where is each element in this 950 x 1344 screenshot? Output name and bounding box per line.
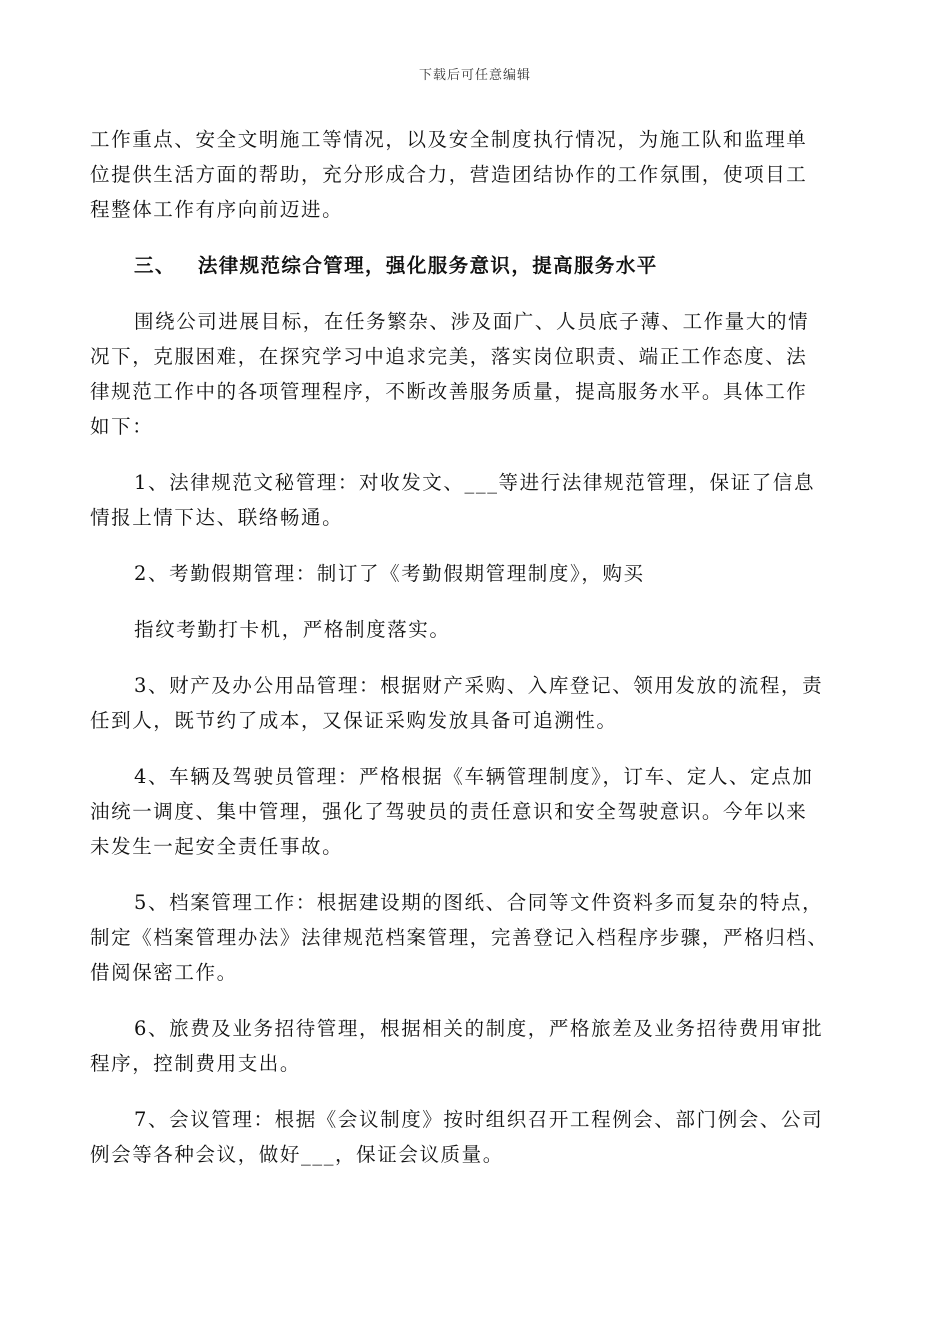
list-item-6	[90, 1011, 862, 1081]
list-item-7	[90, 1102, 862, 1172]
list-item-5	[90, 885, 862, 990]
paragraph-line: 位提供生活方面的帮助，充分形成合力，营造团结协作的工作氛围，使项目工	[90, 163, 808, 186]
section-heading-3	[90, 248, 862, 283]
list-item-2	[90, 556, 862, 591]
paragraph-line: 情报上情下达、联络畅通。	[90, 506, 344, 529]
paragraph-line: 指纹考勤打卡机，严格制度落实。	[134, 618, 451, 641]
paragraph-line: 1、法律规范文秘管理：对收发文、___等进行法律规范管理，保证了信息	[134, 471, 816, 494]
paragraph-line: 借阅保密工作。	[90, 961, 238, 984]
list-item-2-continued	[90, 612, 862, 647]
section-title: 法律规范综合管理，强化服务意识，提高服务水平	[197, 254, 658, 277]
document-body	[90, 122, 862, 1193]
list-item-4	[90, 759, 862, 864]
paragraph-line: 围绕公司进展目标，在任务繁杂、涉及面广、人员底子薄、工作量大的情	[134, 310, 810, 333]
paragraph-line: 工作重点、安全文明施工等情况，以及安全制度执行情况，为施工队和监理单	[90, 128, 808, 151]
paragraph-line: 5、档案管理工作：根据建设期的图纸、合同等文件资料多而复杂的特点，	[134, 891, 824, 914]
paragraph-line: 程整体工作有序向前迈进。	[90, 198, 344, 221]
paragraph-line: 况下，克服困难，在探究学习中追求完美，落实岗位职责、端正工作态度、法	[90, 345, 808, 368]
paragraph-line: 油统一调度、集中管理，强化了驾驶员的责任意识和安全驾驶意识。今年以来	[90, 800, 808, 823]
paragraph-line: 律规范工作中的各项管理程序，不断改善服务质量，提高服务水平。具体工作	[90, 380, 808, 403]
paragraph-line: 未发生一起安全责任事故。	[90, 835, 344, 858]
paragraph-line: 制定《档案管理办法》法律规范档案管理，完善登记入档程序步骤，严格归档、	[90, 926, 829, 949]
section-number: 三、	[134, 254, 176, 277]
paragraph-line: 例会等各种会议，做好___，保证会议质量。	[90, 1143, 504, 1166]
paragraph-line: 4、车辆及驾驶员管理：严格根据《车辆管理制度》，订车、定人、定点加	[134, 765, 814, 788]
paragraph-line: 任到人，既节约了成本，又保证采购发放具备可追溯性。	[90, 709, 618, 732]
list-item-1	[90, 465, 862, 535]
paragraph-line: 3、财产及办公用品管理：根据财产采购、入库登记、领用发放的流程，责	[134, 674, 824, 697]
paragraph-line: 7、会议管理：根据《会议制度》按时组织召开工程例会、部门例会、公司	[134, 1108, 824, 1131]
paragraph-line: 6、旅费及业务招待管理，根据相关的制度，严格旅差及业务招待费用审批	[134, 1017, 824, 1040]
paragraph-line: 2、考勤假期管理：制订了《考勤假期管理制度》，购买	[134, 562, 645, 585]
list-item-3	[90, 668, 862, 738]
paragraph-line: 如下：	[90, 415, 154, 438]
page-header: 下载后可任意编辑	[418, 68, 531, 83]
paragraph-intro	[90, 304, 862, 444]
paragraph-line: 程序，控制费用支出。	[90, 1052, 302, 1075]
paragraph-work-focus	[90, 122, 862, 227]
